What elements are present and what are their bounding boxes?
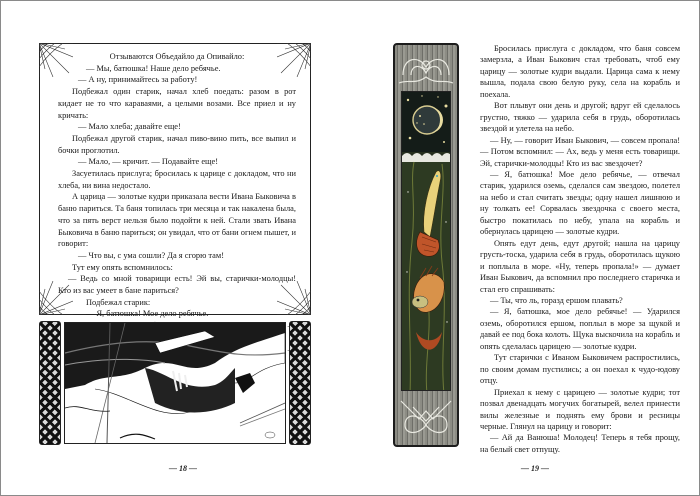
dialogue-line: — Ну, — говорит Иван Быкович, — совсем пропала! — Потом вспомнил: — Ах, ведь у меня есть товарищи. Эй, старички-молодцы! Кто из вас звездочет? [480, 135, 680, 168]
paragraph: Подбежал старик: [86, 297, 151, 307]
page-number-right: — 19 — [521, 464, 549, 473]
dialogue-line: — А ну, принимайтесь за работу! [78, 75, 198, 85]
dialogue-line: — Ай да Ванюша! Молодец! Теперь я тебя прощу, на белый свет отпущу. [480, 433, 680, 454]
paragraph: Бросилась прислуга с докладом, что баня совсем замерзла, а Иван Быкович стал требовать, чтоб ему царицу — золотые кудри выдали. Царица сама к нему вышла, подала свою белую руку, села на корабль и поехала. [480, 44, 680, 99]
paragraph: Отзываются Объедайло да Опивайло: [109, 52, 245, 61]
left-page-body-text [58, 51, 296, 367]
folk-pattern-border-right [289, 321, 311, 445]
folk-pattern-border-left [39, 321, 61, 445]
ornamental-fish-panel [393, 43, 459, 447]
winter-scene-engraving [64, 322, 286, 444]
paragraph: Засуетилась прислуга; бросилась к царице с докладом, что ни хлеба, ни вина недостало. [58, 169, 296, 190]
celtic-knot-top-icon [395, 45, 457, 91]
dialogue-line: — Мы, батюшка! Наше дело ребячье. [86, 63, 221, 73]
dialogue-line: — Ты, что ль, горазд ершом плавать? [490, 295, 623, 305]
left-page-text-frame [39, 43, 311, 319]
paragraph: Подбежал другой старик, начал пиво-вино пить, все выпил и бочки проглотил. [58, 133, 296, 155]
page-number-left: — 18 — [169, 464, 197, 473]
dialogue-line: — Я, батюшка, мое дело ребячье! — Ударился оземь, оборотился ершом, поплыл в море за щукой и давай ее под бока колоть. Щука выскочила на корабль и опять сделалась царицею — золотые кудри. [480, 307, 680, 351]
paragraph: Вот плывут они день и другой; вдруг ей сделалось грустно, тяжко — ударила себя в грудь, оборотилась звездой и улетела на небо. [480, 101, 680, 134]
moon-and-fish-illustration [402, 92, 451, 391]
paragraph: Тут ему опять вспомнилось: [72, 262, 173, 272]
paragraph: А царица — золотые кудри приказала вести Ивана Быковича в баню париться. Та баня топилась три месяца и так накалена была, что за пять верст нельзя было подойти к ней. Стали звать Ивана Быковича в баню париться; он увидал, что от бани огнем пышет, и говорит: [58, 192, 296, 249]
dialogue-line: — Мало хлеба; давайте еще! [78, 122, 181, 132]
dialogue-line: — Мало, — кричит. — Подавайте еще! [78, 157, 219, 167]
left-page-illustration [39, 321, 311, 445]
snowy-landscape-image [65, 323, 285, 443]
right-page-body-text [480, 43, 680, 455]
dialogue-line: — Я, батюшка! Мое дело ребячье. [86, 309, 209, 319]
celtic-knot-bottom-icon [395, 391, 457, 445]
paragraph: Тут старички с Иваном Быковичем распростились, по своим домам пустились; а он поехал к чудо-юдову отцу. [480, 353, 680, 386]
dialogue-line: — Что вы, с ума сошли? Да я сгорю там! [78, 250, 224, 260]
dialogue-line: — Я, батюшка! Мое дело ребячье, — отвечал старик, ударился оземь, сделался сам звездою, полетел на небо и стал считать звезды; одну нашел лишнюю и ну толкать ее! Сорвалась звездочка с своего места, быстро покатилась по небу, упала на корабль и обернулась царицею — золотые кудри. [480, 169, 680, 237]
paragraph: Опять едут день, едут другой; нашла на царицу грусть-тоска, ударила себя в грудь, оборотилась щукою и поплыла в море. «Ну, теперь пропала!» — думает Иван Быкович, да вспомнил про последнего старичка и стал его спрашивать: [480, 238, 680, 294]
paragraph: Приехал к нему с царицею — золотые кудри; тот позвал двенадцать могучих богатырей, велел принести вилы железные и поднять ему брови и ресницы черные. Глянул на царицу и говорит: [480, 387, 680, 431]
night-sea-scene [401, 91, 451, 391]
paragraph: Подбежал один старик, начал хлеб поедать: разом в рот кидает не то что караваями, а целыми возами. Все приел и ну кричать: [58, 87, 296, 120]
dialogue-line: — Ведь со мной товарищи есть! Эй вы, старички-молодцы! Кто из вас умеет в бане париться? [58, 274, 296, 296]
